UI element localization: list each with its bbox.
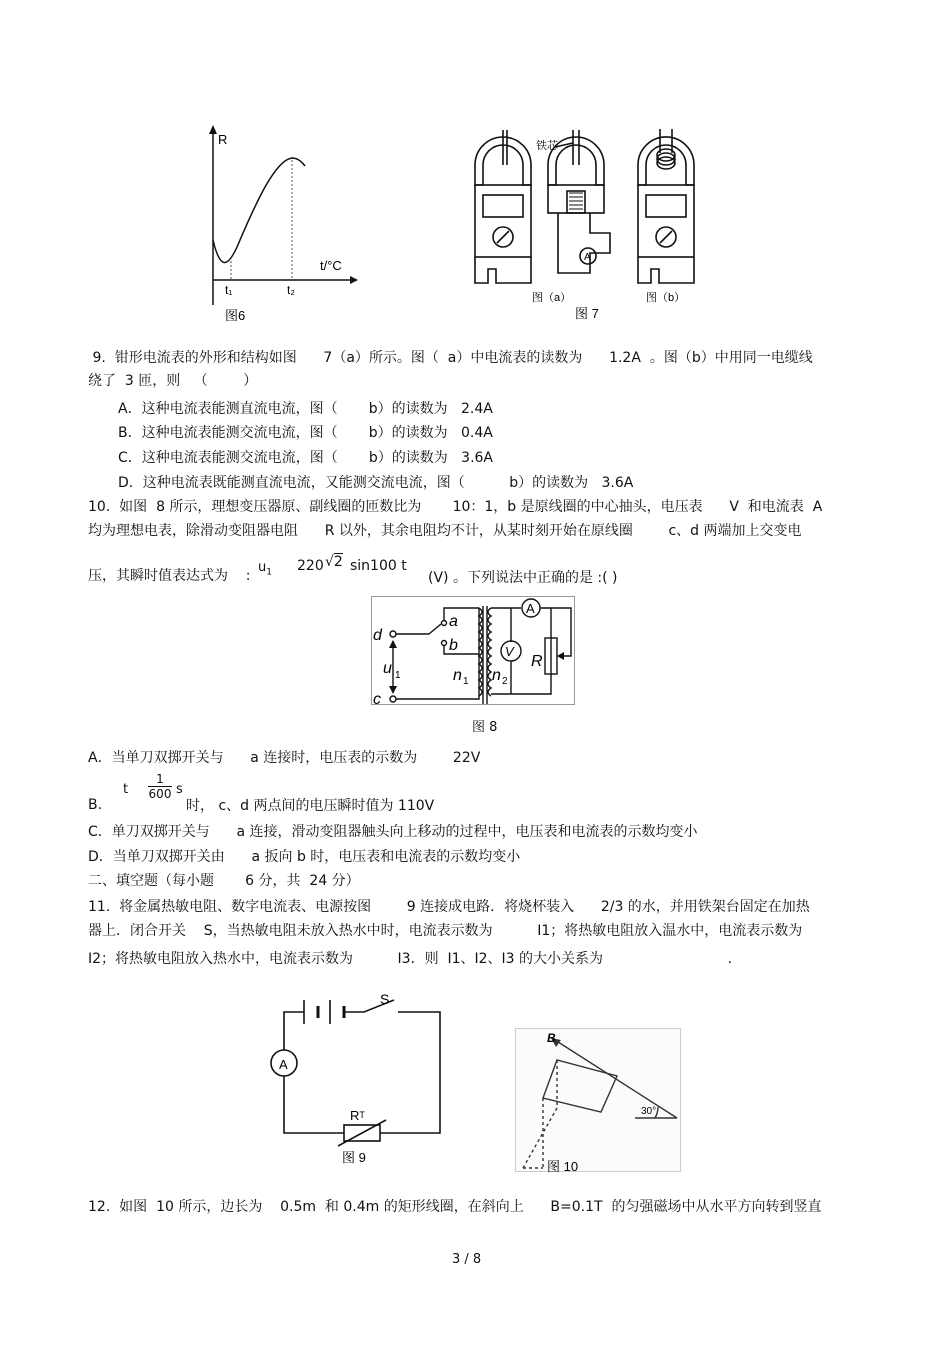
q10-stem-2: 均为理想电表，除滑动变阻器电阻 R 以外，其余电阻均不计，从某时刻开始在原线圈 c、d 两端加上交变电 — [88, 523, 802, 539]
fig8-c: c — [373, 691, 381, 706]
fig8-ammeter: A — [526, 601, 535, 616]
fig7a-label: 图（a） — [532, 292, 572, 304]
figure-6-caption: 图6 — [225, 308, 246, 323]
fig8-b: b — [449, 637, 458, 654]
iron-core-label: 铁芯 — [536, 140, 558, 152]
fig10-field-label: B — [547, 1031, 556, 1045]
q10-option-c: C．单刀双掷开关与 a 连接，滑动变阻器触头向上移动的过程中，电压表和电流表的示数均变小 — [88, 824, 698, 840]
q9-option-a: A．这种电流表能测直流电流，图（ b）的读数为 2.4A — [118, 401, 493, 417]
q9-stem-2: 绕了 3 匝，则 （ ） — [88, 373, 258, 389]
q10-stem-3-pre: 压，其瞬时值表达式为 : — [88, 568, 251, 584]
fig10-angle-label: 30° — [641, 1106, 657, 1117]
formula-coefficient: 220 — [297, 558, 324, 574]
q10-option-a: A．当单刀双掷开关与 a 连接时，电压表的示数为 22V — [88, 750, 481, 766]
fig8-n2: n — [492, 667, 501, 684]
q9-option-b: B．这种电流表能测交流电流，图（ b）的读数为 0.4A — [118, 425, 493, 441]
q10-option-b-t: t — [123, 782, 129, 797]
formula-sqrt: √2 — [325, 554, 343, 570]
fig8-u1-sub: 1 — [395, 670, 401, 681]
q9-stem-1: 9. 钳形电流表的外形和结构如图 7（a）所示。图（ a）中电流表的读数为 1.2A 。图（b）中用同一电缆线 — [88, 350, 813, 366]
fraction-numerator: 1 — [156, 772, 164, 786]
fig8-n2-sub: 2 — [502, 676, 508, 687]
formula-u: $u_1$ — [258, 560, 272, 578]
t2-label: t₂ — [287, 283, 295, 297]
fraction-denominator: 600 — [148, 787, 172, 801]
figure-10 — [515, 1028, 685, 1178]
q10-stem-3-post: (V) 。下列说法中正确的是 :( ) — [428, 570, 618, 586]
q10-option-b-text: 时， c、d 两点间的电压瞬时值为 110V — [186, 798, 435, 814]
q10-option-b-label: B. — [88, 797, 103, 813]
fig8-n1: n — [453, 667, 462, 684]
figure-9 — [268, 988, 448, 1173]
ammeter-label: A — [584, 252, 591, 263]
fig8-voltmeter: V — [505, 644, 514, 659]
fig7b-label: 图（b） — [646, 292, 686, 304]
q10-option-d: D．当单刀双掷开关由 a 扳向 b 时，电压表和电流表的示数均变小 — [88, 849, 521, 865]
figure-6 — [180, 120, 370, 325]
q9-option-c: C．这种电流表能测交流电流，图（ b）的读数为 3.6A — [118, 450, 494, 466]
figure-7 — [470, 125, 695, 325]
q10-option-b-fraction — [148, 772, 172, 801]
q11-line-2: 器上．闭合开关 S，当热敏电阻未放入热水中时，电流表示数为 I1；将热敏电阻放入温水中，电流表示数为 — [88, 923, 803, 939]
fig8-R: R — [531, 653, 543, 670]
figure-8 — [371, 596, 576, 706]
fig9-resistor-label: RT — [350, 1108, 365, 1123]
fig8-d: d — [373, 627, 382, 644]
fig9-ammeter-label: A — [279, 1057, 288, 1072]
figure-7-caption: 图 7 — [575, 306, 599, 321]
figure-8-caption: 图 8 — [472, 720, 498, 735]
axis-y-label: R — [218, 132, 228, 147]
section-2-heading: 二、填空题（每小题 6 分，共 24 分） — [88, 873, 360, 889]
t1-label: t₁ — [225, 283, 233, 297]
page-number: 3 / 8 — [452, 1252, 482, 1267]
figure-9-caption: 图 9 — [342, 1150, 366, 1165]
q10-option-b-unit: s — [176, 782, 183, 797]
formula-sin: sin100 t — [350, 558, 407, 574]
fig8-a: a — [449, 613, 458, 630]
fig9-switch-label: S — [380, 991, 390, 1007]
q11-line-3: I2；将热敏电阻放入热水中，电流表示数为 I3．则 I1、I2、I3 的大小关系为 . — [88, 951, 733, 967]
axis-x-label: t/°C — [320, 258, 342, 273]
q11-line-1: 11. 将金属热敏电阻、数字电流表、电源按图 9 连接成电路．将烧杯装入 2/3 的水，并用铁架台固定在加热 — [88, 899, 810, 915]
fig8-u1: u — [383, 660, 392, 677]
q10-stem-1: 10. 如图 8 所示，理想变压器原、副线圈的匝数比为 10：1，b 是原线圈的中心抽头，电压表 V 和电流表 A — [88, 499, 823, 515]
q12-line-1: 12. 如图 10 所示，边长为 0.5m 和 0.4m 的矩形线圈，在斜向上 B=0.1T 的匀强磁场中从水平方向转到竖直 — [88, 1199, 822, 1215]
q9-option-d: D．这种电流表既能测直流电流，又能测交流电流，图（ b）的读数为 3.6A — [118, 475, 634, 491]
figure-10-caption: 图 10 — [547, 1159, 579, 1174]
fig8-n1-sub: 1 — [463, 676, 469, 687]
